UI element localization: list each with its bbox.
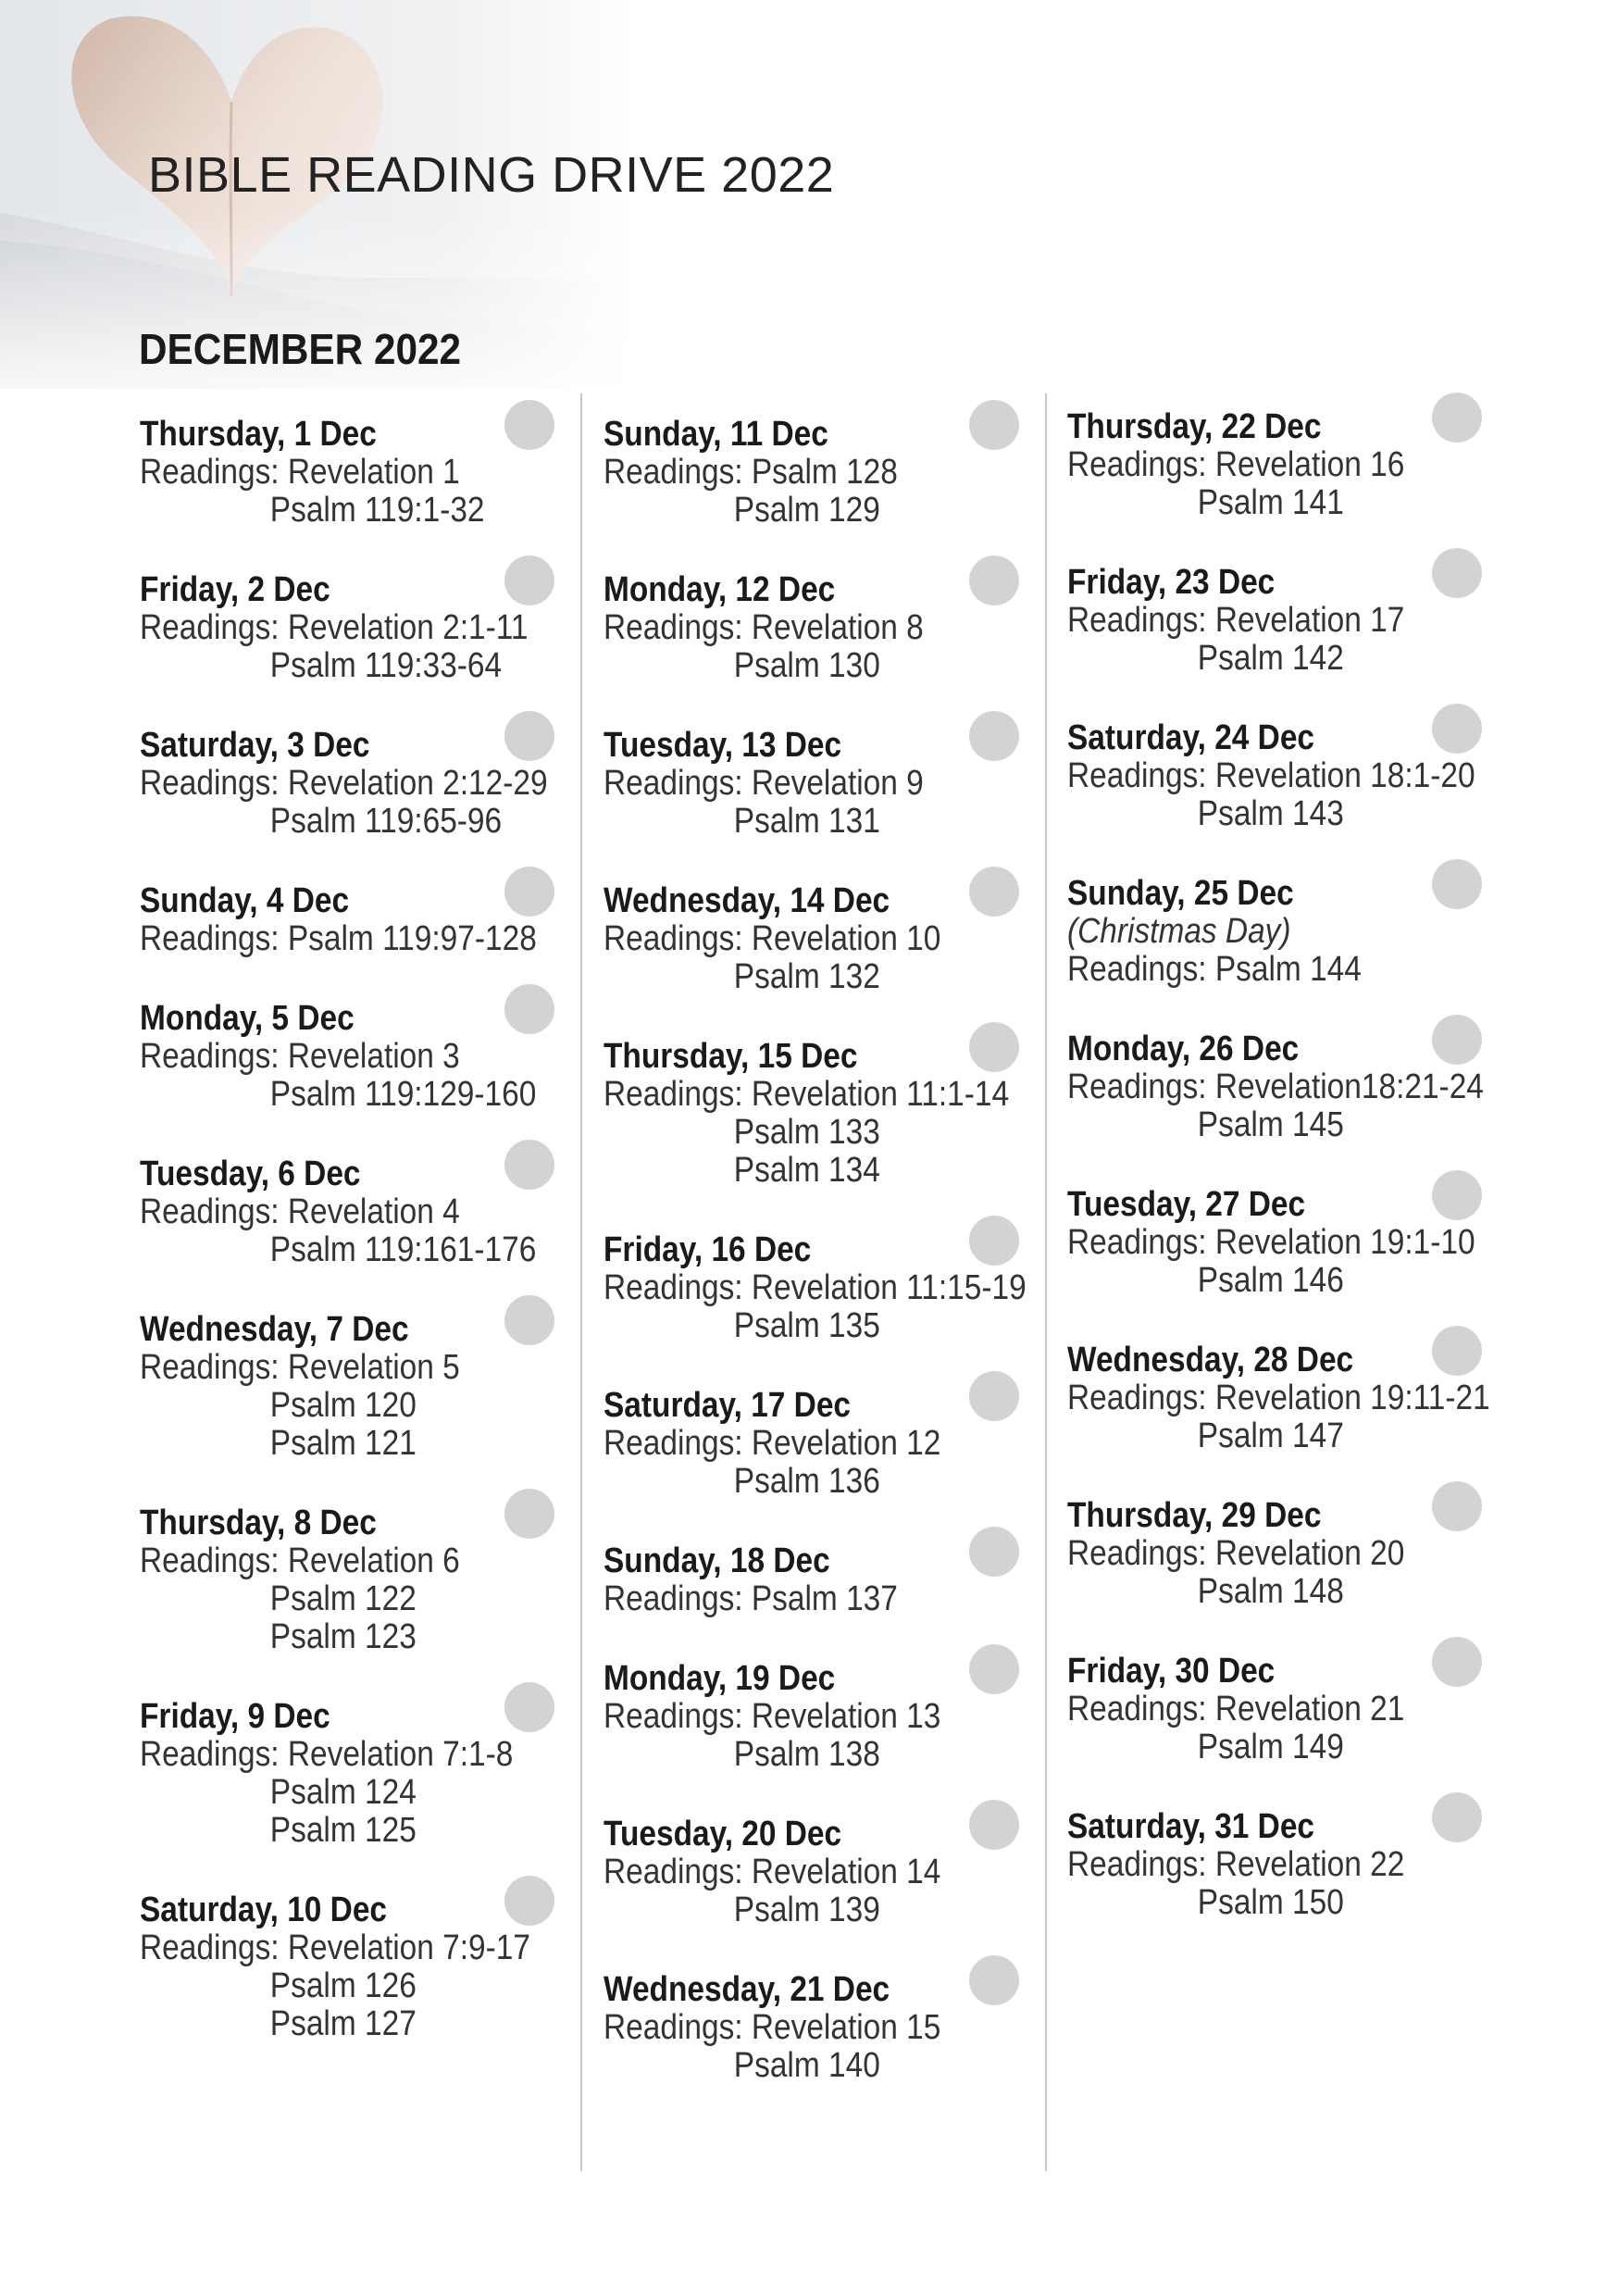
entry-date: Thursday, 15 Dec xyxy=(604,1037,858,1076)
entry-date: Wednesday, 7 Dec xyxy=(140,1310,409,1349)
entry-psalm: Psalm 127 xyxy=(269,2004,417,2043)
completion-checkbox[interactable] xyxy=(504,711,554,761)
completion-checkbox[interactable] xyxy=(1432,1326,1482,1376)
entry-psalm: Psalm 142 xyxy=(1197,639,1344,678)
completion-checkbox[interactable] xyxy=(504,1489,554,1539)
entry-psalm: Psalm 140 xyxy=(733,2046,880,2085)
entry-psalm: Psalm 146 xyxy=(1197,1261,1344,1300)
entry-reading: Readings: Psalm 119:97-128 xyxy=(140,919,537,958)
completion-checkbox[interactable] xyxy=(969,1022,1019,1072)
completion-checkbox[interactable] xyxy=(1432,1015,1482,1065)
entry-date: Tuesday, 13 Dec xyxy=(604,726,842,765)
entry-reading: Readings: Revelation18:21-24 xyxy=(1067,1067,1484,1106)
entry-psalm: Psalm 119:1-32 xyxy=(269,491,485,530)
entry-psalm: Psalm 134 xyxy=(733,1151,880,1190)
completion-checkbox[interactable] xyxy=(504,555,554,605)
entry-psalm: Psalm 145 xyxy=(1197,1105,1344,1144)
entry-date: Monday, 12 Dec xyxy=(604,570,836,609)
entry-psalm: Psalm 125 xyxy=(269,1811,417,1850)
completion-checkbox[interactable] xyxy=(1432,1481,1482,1531)
entry-date: Wednesday, 14 Dec xyxy=(604,881,890,920)
entry-date: Friday, 23 Dec xyxy=(1067,563,1276,602)
completion-checkbox[interactable] xyxy=(969,1216,1019,1266)
entry-psalm: Psalm 121 xyxy=(269,1424,417,1463)
entry-reading: Readings: Revelation 13 xyxy=(604,1697,941,1736)
entry-date: Saturday, 10 Dec xyxy=(140,1890,388,1929)
entry-psalm: Psalm 130 xyxy=(733,646,880,685)
entry-reading: Readings: Revelation 16 xyxy=(1067,445,1405,484)
page-title: BIBLE READING DRIVE 2022 xyxy=(148,147,835,203)
entry-reading: Readings: Revelation 4 xyxy=(140,1192,460,1231)
completion-checkbox[interactable] xyxy=(504,400,554,450)
entry-reading: Readings: Revelation 19:1-10 xyxy=(1067,1223,1475,1262)
entry-date: Sunday, 4 Dec xyxy=(140,881,350,920)
entry-reading: Readings: Revelation 22 xyxy=(1067,1845,1405,1884)
entry-date: Tuesday, 20 Dec xyxy=(604,1815,842,1853)
entry-date: Wednesday, 21 Dec xyxy=(604,1970,890,2009)
completion-checkbox[interactable] xyxy=(969,555,1019,605)
entry-date: Thursday, 29 Dec xyxy=(1067,1496,1322,1535)
entry-date: Sunday, 11 Dec xyxy=(604,415,828,454)
completion-checkbox[interactable] xyxy=(1432,393,1482,443)
entry-psalm: Psalm 139 xyxy=(733,1890,880,1929)
entry-psalm: Psalm 120 xyxy=(269,1386,417,1425)
entry-date: Friday, 2 Dec xyxy=(140,570,330,609)
entry-date: Thursday, 22 Dec xyxy=(1067,407,1322,446)
entry-psalm: Psalm 148 xyxy=(1197,1572,1344,1611)
entry-reading: Readings: Revelation 3 xyxy=(140,1037,460,1076)
entry-date: Tuesday, 27 Dec xyxy=(1067,1185,1306,1224)
entry-reading: Readings: Revelation 14 xyxy=(604,1853,941,1891)
entry-date: Saturday, 17 Dec xyxy=(604,1386,852,1425)
entry-reading: Readings: Revelation 8 xyxy=(604,608,924,647)
completion-checkbox[interactable] xyxy=(969,1644,1019,1694)
entry-date: Saturday, 3 Dec xyxy=(140,726,370,765)
entry-reading: Readings: Revelation 17 xyxy=(1067,601,1405,640)
entry-reading: Readings: Psalm 128 xyxy=(604,453,898,492)
entry-reading: Readings: Revelation 21 xyxy=(1067,1690,1405,1728)
completion-checkbox[interactable] xyxy=(504,867,554,917)
entry-date: Sunday, 25 Dec xyxy=(1067,874,1294,913)
entry-psalm: Psalm 135 xyxy=(733,1306,880,1345)
completion-checkbox[interactable] xyxy=(504,1876,554,1926)
entry-reading: Readings: Revelation 7:1-8 xyxy=(140,1735,514,1774)
completion-checkbox[interactable] xyxy=(1432,1170,1482,1220)
entry-psalm: Psalm 124 xyxy=(269,1773,417,1812)
entry-reading: Readings: Revelation 5 xyxy=(140,1348,460,1387)
entry-psalm: Psalm 138 xyxy=(733,1735,880,1774)
entry-reading: Readings: Revelation 2:12-29 xyxy=(140,764,548,803)
entry-psalm: Psalm 149 xyxy=(1197,1728,1344,1766)
entry-reading: Readings: Psalm 144 xyxy=(1067,950,1362,989)
column-divider xyxy=(1045,393,1047,2171)
entry-note: (Christmas Day) xyxy=(1067,912,1291,951)
entry-psalm: Psalm 150 xyxy=(1197,1883,1344,1922)
entry-date: Monday, 26 Dec xyxy=(1067,1029,1300,1068)
entry-psalm: Psalm 119:33-64 xyxy=(269,646,503,685)
completion-checkbox[interactable] xyxy=(1432,859,1482,909)
entry-psalm: Psalm 122 xyxy=(269,1579,417,1618)
entry-date: Tuesday, 6 Dec xyxy=(140,1154,361,1193)
entry-date: Friday, 30 Dec xyxy=(1067,1652,1276,1691)
entry-date: Monday, 19 Dec xyxy=(604,1659,836,1698)
entry-reading: Readings: Revelation 10 xyxy=(604,919,941,958)
entry-date: Saturday, 24 Dec xyxy=(1067,718,1315,757)
entry-reading: Readings: Revelation 1 xyxy=(140,453,460,492)
entry-reading: Readings: Revelation 9 xyxy=(604,764,924,803)
entry-date: Thursday, 1 Dec xyxy=(140,415,377,454)
completion-checkbox[interactable] xyxy=(969,400,1019,450)
completion-checkbox[interactable] xyxy=(504,1140,554,1190)
completion-checkbox[interactable] xyxy=(969,1955,1019,2005)
entry-date: Thursday, 8 Dec xyxy=(140,1504,377,1542)
entry-psalm: Psalm 136 xyxy=(733,1462,880,1501)
completion-checkbox[interactable] xyxy=(969,1527,1019,1577)
completion-checkbox[interactable] xyxy=(969,1371,1019,1421)
entry-date: Saturday, 31 Dec xyxy=(1067,1807,1315,1846)
completion-checkbox[interactable] xyxy=(969,1800,1019,1850)
entry-reading: Readings: Revelation 19:11-21 xyxy=(1067,1379,1490,1417)
column-divider xyxy=(580,393,582,2171)
entry-reading: Readings: Revelation 12 xyxy=(604,1424,941,1463)
entry-reading: Readings: Revelation 7:9-17 xyxy=(140,1928,530,1967)
entry-psalm: Psalm 132 xyxy=(733,957,880,996)
entry-reading: Readings: Revelation 11:15-19 xyxy=(604,1268,1027,1307)
entry-psalm: Psalm 143 xyxy=(1197,794,1344,833)
entry-psalm: Psalm 126 xyxy=(269,1966,417,2005)
entry-psalm: Psalm 119:65-96 xyxy=(269,802,503,841)
completion-checkbox[interactable] xyxy=(969,867,1019,917)
entry-date: Monday, 5 Dec xyxy=(140,999,355,1038)
entry-psalm: Psalm 119:129-160 xyxy=(269,1075,537,1114)
entry-psalm: Psalm 141 xyxy=(1197,483,1344,522)
month-heading: DECEMBER 2022 xyxy=(139,325,462,373)
entry-reading: Readings: Revelation 11:1-14 xyxy=(604,1075,1010,1114)
entry-psalm: Psalm 147 xyxy=(1197,1416,1344,1455)
completion-checkbox[interactable] xyxy=(1432,1637,1482,1687)
completion-checkbox[interactable] xyxy=(1432,548,1482,598)
entry-psalm: Psalm 133 xyxy=(733,1113,880,1152)
entry-date: Friday, 16 Dec xyxy=(604,1230,812,1269)
completion-checkbox[interactable] xyxy=(1432,1792,1482,1842)
entry-reading: Readings: Revelation 2:1-11 xyxy=(140,608,529,647)
entry-reading: Readings: Revelation 15 xyxy=(604,2008,941,2047)
entry-psalm: Psalm 123 xyxy=(269,1617,417,1656)
entry-psalm: Psalm 131 xyxy=(733,802,880,841)
completion-checkbox[interactable] xyxy=(1432,704,1482,754)
completion-checkbox[interactable] xyxy=(504,1295,554,1345)
entry-psalm: Psalm 119:161-176 xyxy=(269,1230,537,1269)
entry-date: Friday, 9 Dec xyxy=(140,1697,330,1736)
entry-reading: Readings: Revelation 6 xyxy=(140,1541,460,1580)
completion-checkbox[interactable] xyxy=(969,711,1019,761)
entry-date: Wednesday, 28 Dec xyxy=(1067,1341,1354,1379)
entry-date: Sunday, 18 Dec xyxy=(604,1541,830,1580)
entry-reading: Readings: Revelation 20 xyxy=(1067,1534,1405,1573)
completion-checkbox[interactable] xyxy=(504,1682,554,1732)
entry-reading: Readings: Revelation 18:1-20 xyxy=(1067,756,1475,795)
entry-psalm: Psalm 129 xyxy=(733,491,880,530)
completion-checkbox[interactable] xyxy=(504,984,554,1034)
entry-reading: Readings: Psalm 137 xyxy=(604,1579,898,1618)
